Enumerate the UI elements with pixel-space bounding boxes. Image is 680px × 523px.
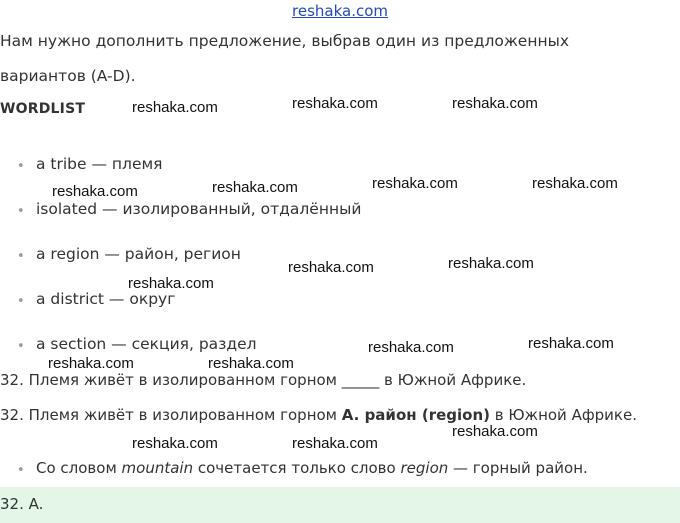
bullet-icon: •: [17, 249, 25, 264]
wordlist-item: a region — район, регион: [36, 245, 241, 263]
watermark: reshaka.com: [128, 275, 214, 292]
watermark: reshaka.com: [448, 255, 534, 272]
task-answer-prefix: 32. Племя живёт в изолированном горном: [0, 406, 342, 424]
watermark: reshaka.com: [372, 175, 458, 192]
note-keyword: region: [400, 459, 449, 477]
intro-line-1: Нам нужно дополнить предложение, выбрав один из предложенных: [0, 32, 570, 50]
note-part: Со словом: [36, 459, 122, 477]
watermark: reshaka.com: [52, 183, 138, 200]
watermark: reshaka.com: [528, 335, 614, 352]
watermark: reshaka.com: [368, 339, 454, 356]
watermark: reshaka.com: [212, 179, 298, 196]
answer-text: 32. A.: [0, 495, 44, 513]
wordlist-item: isolated — изолированный, отдалённый: [36, 200, 362, 218]
bullet-icon: •: [17, 339, 25, 354]
task-answer-suffix: в Южной Африке.: [489, 406, 637, 424]
note-part: сочетается только слово: [193, 459, 401, 477]
watermark: reshaka.com: [452, 95, 538, 112]
answer-box: [0, 487, 680, 523]
watermark: reshaka.com: [48, 355, 134, 372]
watermark: reshaka.com: [452, 423, 538, 440]
note-part: — горный район.: [448, 459, 588, 477]
bullet-icon: •: [17, 294, 25, 309]
watermark: reshaka.com: [292, 95, 378, 112]
bullet-icon: •: [17, 159, 25, 174]
watermark: reshaka.com: [292, 435, 378, 452]
watermark: reshaka.com: [208, 355, 294, 372]
site-header-link[interactable]: reshaka.com: [292, 2, 388, 20]
intro-line-2: вариантов (A-D).: [0, 67, 136, 85]
watermark: reshaka.com: [532, 175, 618, 192]
wordlist-item: a district — округ: [36, 290, 176, 308]
explanation-note: [36, 459, 588, 477]
watermark: reshaka.com: [288, 259, 374, 276]
note-keyword: mountain: [121, 459, 194, 477]
bullet-icon: •: [17, 463, 25, 478]
bullet-icon: •: [17, 204, 25, 219]
watermark: reshaka.com: [132, 435, 218, 452]
wordlist-item: a tribe — племя: [36, 155, 163, 173]
wordlist-item: a section — секция, раздел: [36, 335, 257, 353]
task-answer-sentence: [0, 406, 637, 424]
watermark: reshaka.com: [132, 99, 218, 116]
task-question: 32. Племя живёт в изолированном горном _____ в Южной Африке.: [0, 371, 527, 389]
task-answer-choice: A. район (region): [341, 406, 490, 424]
wordlist-heading: WORDLIST: [0, 101, 86, 117]
